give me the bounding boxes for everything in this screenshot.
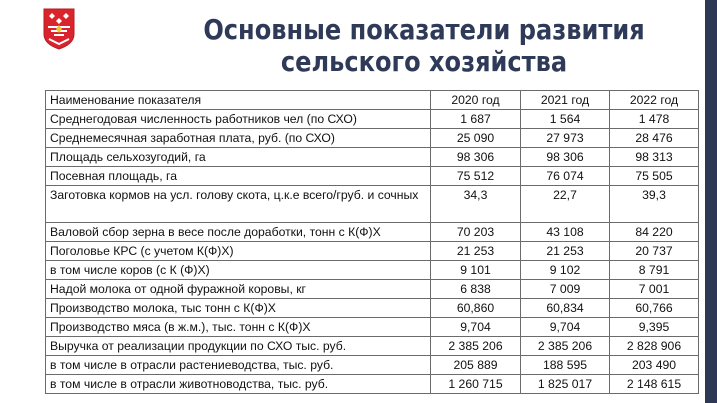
value-2022-cell: 9,395 [610,318,699,337]
value-2020-cell: 2 385 206 [431,337,521,356]
value-2022-cell: 203 490 [610,356,699,375]
table-row [46,110,699,129]
value-2021-cell: 2 385 206 [521,337,610,356]
header-year-2020: 2020 год [431,91,521,110]
header-indicator-name: Наименование показателя [46,91,431,110]
indicator-name-cell: Производство молока, тыс тонн с К(Ф)Х [46,299,431,318]
page-title-line-2: сельского хозяйства [280,45,568,78]
table-row [46,129,699,148]
value-2021-cell: 1 564 [521,110,610,129]
value-2021-cell: 188 595 [521,356,610,375]
table-header-row [46,91,699,110]
value-2020-cell: 70 203 [431,223,521,242]
value-2020-cell: 75 512 [431,167,521,186]
indicator-name-cell: Поголовье КРС (с учетом К(Ф)Х) [46,242,431,261]
value-2020-cell: 1 260 715 [431,375,521,394]
value-2022-cell: 2 148 615 [610,375,699,394]
value-2021-cell: 98 306 [521,148,610,167]
indicator-name-cell: Посевная площадь, га [46,167,431,186]
value-2022-cell: 1 478 [610,110,699,129]
value-2021-cell: 9 102 [521,261,610,280]
value-2020-cell: 60,860 [431,299,521,318]
value-2020-cell: 98 306 [431,148,521,167]
right-accent-bar [705,0,717,403]
table-row [46,148,699,167]
header-year-2021: 2021 год [521,91,610,110]
value-2021-cell: 9,704 [521,318,610,337]
indicator-name-cell: в том числе коров (с К (Ф)Х) [46,261,431,280]
indicator-name-cell: Производство мяса (в ж.м.), тыс. тонн с К(Ф)Х [46,318,431,337]
value-2020-cell: 9 101 [431,261,521,280]
value-2022-cell: 60,766 [610,299,699,318]
value-2021-cell: 27 973 [521,129,610,148]
table-row [46,337,699,356]
coat-of-arms-emblem [43,8,75,50]
indicator-name-cell: Заготовка кормов на усл. голову скота, ц.к.е всего/груб. и сочных [46,186,431,223]
header-year-2022: 2022 год [610,91,699,110]
page-title-line-1: Основные показатели развития [203,13,645,46]
table-row [46,356,699,375]
table-row [46,280,699,299]
page-title [188,14,659,78]
indicator-name-cell: Валовой сбор зерна в весе после доработки, тонн с К(Ф)Х [46,223,431,242]
table-row [46,261,699,280]
value-2020-cell: 9,704 [431,318,521,337]
value-2022-cell: 84 220 [610,223,699,242]
value-2021-cell: 7 009 [521,280,610,299]
value-2022-cell: 7 001 [610,280,699,299]
value-2021-cell: 43 108 [521,223,610,242]
value-2021-cell: 1 825 017 [521,375,610,394]
indicator-name-cell: Среднегодовая численность работников чел (по СХО) [46,110,431,129]
value-2022-cell: 98 313 [610,148,699,167]
indicator-name-cell: в том числе в отрасли животноводства, тыс. руб. [46,375,431,394]
value-2021-cell: 21 253 [521,242,610,261]
indicator-name-cell: Среднемесячная заработная плата, руб. (по СХО) [46,129,431,148]
table-row [46,299,699,318]
value-2022-cell: 75 505 [610,167,699,186]
value-2022-cell: 39,3 [610,186,699,223]
table-row [46,167,699,186]
table-row [46,375,699,394]
value-2020-cell: 25 090 [431,129,521,148]
table-row [46,223,699,242]
table-row [46,186,699,223]
value-2020-cell: 1 687 [431,110,521,129]
value-2021-cell: 76 074 [521,167,610,186]
indicator-name-cell: в том числе в отрасли растениеводства, тыс. руб. [46,356,431,375]
value-2022-cell: 28 476 [610,129,699,148]
table-row [46,242,699,261]
indicators-table [45,90,699,394]
value-2022-cell: 20 737 [610,242,699,261]
value-2020-cell: 6 838 [431,280,521,299]
value-2022-cell: 8 791 [610,261,699,280]
value-2020-cell: 34,3 [431,186,521,223]
table-row [46,318,699,337]
value-2021-cell: 22,7 [521,186,610,223]
value-2020-cell: 205 889 [431,356,521,375]
coat-of-arms-icon [43,8,75,50]
value-2021-cell: 60,834 [521,299,610,318]
value-2022-cell: 2 828 906 [610,337,699,356]
indicator-name-cell: Выручка от реализации продукции по СХО тыс. руб. [46,337,431,356]
indicator-name-cell: Площадь сельхозугодий, га [46,148,431,167]
value-2020-cell: 21 253 [431,242,521,261]
indicator-name-cell: Надой молока от одной фуражной коровы, кг [46,280,431,299]
